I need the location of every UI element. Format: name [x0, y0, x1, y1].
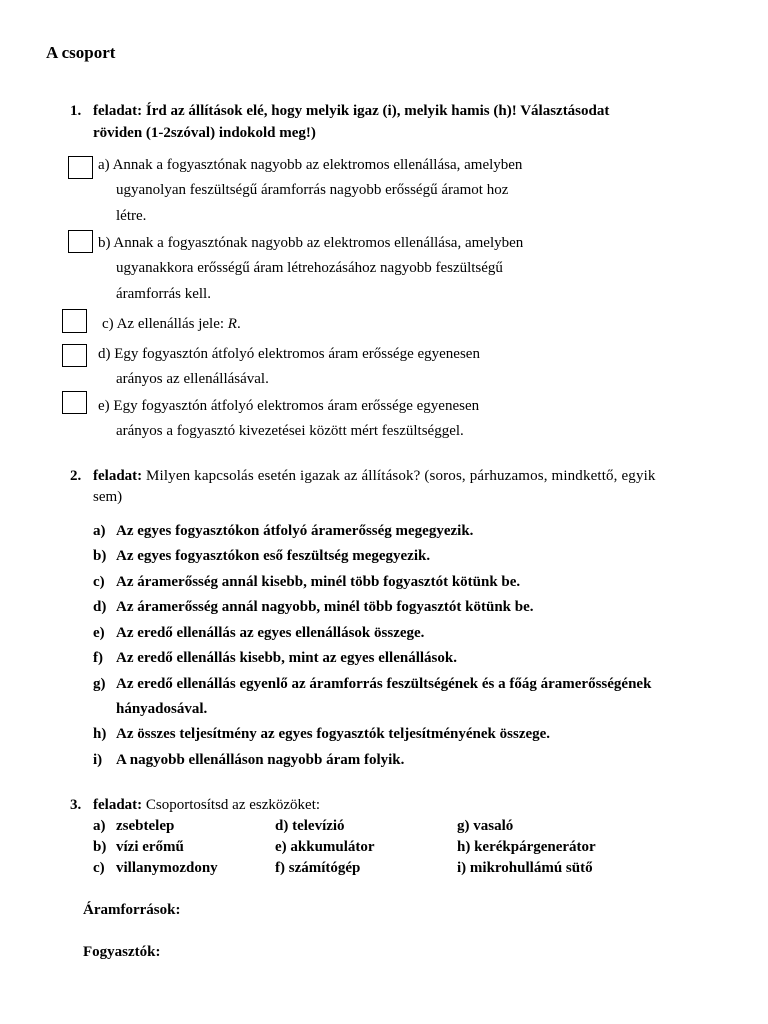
- task2-item-i-letter: i): [93, 752, 103, 768]
- task1-item-d-line1: d) Egy fogyasztón átfolyó elektromos áram erőssége egyenesen: [98, 346, 480, 362]
- consumers-label: Fogyasztók:: [83, 944, 161, 960]
- task2-item-d-letter: d): [93, 599, 107, 615]
- task1-item-c: [102, 316, 241, 333]
- device-c-letter: c): [93, 860, 105, 876]
- device-e: e) akkumulátor: [275, 839, 375, 855]
- task3-number: 3.: [70, 797, 82, 813]
- task3-label: feladat:: [93, 797, 143, 813]
- sources-label: Áramforrások:: [83, 902, 181, 918]
- resistance-symbol: R: [227, 316, 237, 332]
- task2-item-g-line2: hányadosával.: [116, 701, 208, 717]
- device-h: h) kerékpárgenerátor: [457, 839, 596, 855]
- task2-item-i: A nagyobb ellenálláson nagyobb áram folyik.: [116, 752, 405, 768]
- task2-item-h: Az összes teljesítmény az egyes fogyasztók teljesítményének összege.: [116, 726, 551, 742]
- task2-number: 2.: [70, 468, 82, 484]
- answer-box-b[interactable]: [68, 230, 93, 253]
- task2-question: Milyen kapcsolás esetén igazak az állítások? (soros, párhuzamos, mindkettő, egyik: [142, 468, 656, 484]
- task2-item-a-letter: a): [93, 523, 106, 539]
- task1-item-b-line1: b) Annak a fogyasztónak nagyobb az elektromos ellenállása, amelyben: [98, 235, 524, 251]
- task1-item-c-period: .: [236, 316, 241, 332]
- answer-box-a[interactable]: [68, 156, 93, 179]
- device-a-letter: a): [93, 818, 106, 834]
- answer-box-c[interactable]: [62, 309, 87, 333]
- task2-item-a: Az egyes fogyasztókon átfolyó áramerősség megegyezik.: [116, 523, 474, 539]
- task3-instruction: [93, 797, 320, 814]
- task2-item-g-letter: g): [93, 676, 106, 692]
- task2-item-h-letter: h): [93, 726, 107, 742]
- device-f: f) számítógép: [275, 860, 361, 876]
- task1-item-e-line2: arányos a fogyasztó kivezetései között mért feszültséggel.: [116, 423, 464, 439]
- device-g: g) vasaló: [457, 818, 514, 834]
- task2-item-f-letter: f): [93, 650, 103, 666]
- task2-item-c-letter: c): [93, 574, 105, 590]
- answer-box-d[interactable]: [62, 344, 87, 367]
- device-c: villanymozdony: [116, 860, 218, 876]
- task1-item-a-line2: ugyanolyan feszültségű áramforrás nagyobb erősségű áramot hoz: [116, 182, 509, 198]
- task1-instruction-line2: röviden (1-2szóval) indokold meg!): [93, 125, 316, 141]
- device-d: d) televízió: [275, 818, 345, 834]
- task1-number: 1.: [70, 103, 82, 119]
- page-title: A csoport: [46, 43, 116, 62]
- task2-item-e-letter: e): [93, 625, 105, 641]
- task3-question: Csoportosítsd az eszközöket:: [142, 797, 321, 813]
- task1-instruction-line1: feladat: Írd az állítások elé, hogy melyik igaz (i), melyik hamis (h)! Választásodat: [93, 103, 610, 119]
- task1-item-c-text: c) Az ellenállás jele:: [102, 316, 228, 332]
- task2-item-f: Az eredő ellenállás kisebb, mint az egyes ellenállások.: [116, 650, 457, 666]
- task2-item-b: Az egyes fogyasztókon eső feszültség megegyezik.: [116, 548, 431, 564]
- task2-item-b-letter: b): [93, 548, 107, 564]
- task1-item-b-line2: ugyanakkora erősségű áram létrehozásához nagyobb feszültségű: [116, 260, 503, 276]
- device-b: vízi erőmű: [116, 839, 184, 855]
- device-b-letter: b): [93, 839, 107, 855]
- task2-item-c: Az áramerősség annál kisebb, minél több fogyasztót kötünk be.: [116, 574, 521, 590]
- task1-item-a-line1: a) Annak a fogyasztónak nagyobb az elektromos ellenállása, amelyben: [98, 157, 523, 173]
- task1-item-e-line1: e) Egy fogyasztón átfolyó elektromos áram erőssége egyenesen: [98, 398, 480, 414]
- task2-item-d: Az áramerősség annál nagyobb, minél több fogyasztót kötünk be.: [116, 599, 534, 615]
- task2-instruction-line1: [93, 468, 720, 485]
- device-i: i) mikrohullámú sütő: [457, 860, 593, 876]
- task1-item-a-line3: létre.: [116, 208, 147, 224]
- device-a: zsebtelep: [116, 818, 175, 834]
- task2-label: feladat:: [93, 468, 143, 484]
- task2-item-g-line1: Az eredő ellenállás egyenlő az áramforrás feszültségének és a főág áramerősségének: [116, 676, 652, 692]
- task1-item-b-line3: áramforrás kell.: [116, 286, 211, 302]
- task2-instruction-line2: sem): [93, 489, 123, 505]
- task1-item-d-line2: arányos az ellenállásával.: [116, 371, 269, 387]
- answer-box-e[interactable]: [62, 391, 87, 414]
- task2-item-e: Az eredő ellenállás az egyes ellenállások összege.: [116, 625, 425, 641]
